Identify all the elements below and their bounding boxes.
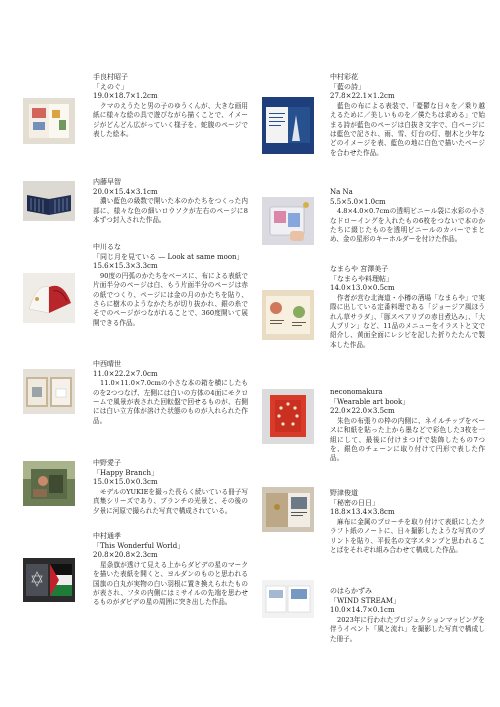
box-photo (23, 369, 75, 414)
work-title: 「Wearable art book」 (330, 397, 410, 406)
work-description: 2023年に行われたプロジェクションマッピングを伴うイベント「風と流れ」を撮影した写真で構成した冊子。 (330, 615, 485, 643)
work-dimensions: 20.0×15.4×3.1cm (93, 187, 158, 196)
work-description: 藍色の布による表装で、「憂鬱な日々を／乗り越えるために／美しいものを／僕たちは求める」で始まる詩が藍色のページは白抜き文字で、白ページには藍色で記され、雨、雪、灯台の灯、樹木と少年などのイメージを表、藍色の地に白色で描いたページを合わせた作品。 (330, 101, 485, 157)
work-description: 90度の円弧のかたちをベースに、布による表紙で片面半分のページは白、もう片面半分のページは赤の紙でつくり、ページには金の月のかたちを貼り、さらに樹木のようなかたちが切り抜かれ、銀の糸でそでのページがつながれることで、360度開いて展開できる作品。 (93, 271, 248, 327)
work-description: 濃い藍色の級数で開いた本のかたちをつくった内部に、様々な色の細いロウソクが左右のページに8本ずつ封入された作品。 (93, 197, 248, 224)
blue-book-photo (262, 97, 314, 154)
red-frame-photo (262, 389, 314, 444)
diary-photo (262, 487, 314, 532)
entry-nakagawa (93, 243, 248, 328)
entry-teramura (93, 73, 248, 139)
work-description: 麻布に金属のプローチを取り付けて表紙にしたクラフト紙のノートに、日々撮影したような写真のプリントを貼り、平仮名の文字スタンプと思われることばをそれぞれ組み合わせて構成した作品。 (330, 517, 485, 554)
artist-name: 中川るな (93, 243, 121, 251)
work-description: 11.0×11.0×7.0cmの小さな本の箱を横にしたものを2つつなげ、左側には白いの方体の4面にモクロームで風景が表された回転盤で回せるものが、右側には白い立方体が溶けた状態のものが入れられた作品。 (93, 379, 248, 425)
artist-name: neconomakura (330, 388, 383, 396)
artist-name: 野津俊道 (330, 489, 358, 497)
work-title: 「WIND STREAM」 (330, 596, 400, 605)
entry-nakanishi (93, 360, 248, 426)
work-title: 「なまらや料理帖」 (330, 274, 393, 283)
work-dimensions: 5.5×5.0×1.0cm (330, 197, 386, 206)
work-dimensions: 20.8×20.8×2.3cm (93, 551, 158, 560)
photo-book-photo (23, 461, 75, 506)
mini-book-photo (262, 197, 314, 245)
work-title: 「えのぐ」 (93, 82, 128, 91)
artist-name: 中野愛子 (93, 459, 121, 467)
wind-booklet-photo (262, 580, 314, 618)
work-dimensions: 11.0×22.2×7.0cm (93, 369, 158, 378)
work-description: モデルのYUKIEを撮った長らく続いている冊子写真集シリーズであり、ブランチの光景と、その後の夕景に河原で撮られた写真で構成されている。 (93, 487, 248, 515)
work-title: 「藍の詩」 (330, 82, 365, 91)
entry-neconomakura (330, 388, 485, 464)
work-dimensions: 15.0×15.0×0.3cm (93, 478, 158, 487)
artist-name: 手良村昭子 (93, 73, 128, 81)
entry-nakamura-michitaka (93, 532, 248, 608)
recipe-book-photo (262, 290, 314, 340)
entry-nohara (330, 587, 485, 644)
entry-naito (93, 178, 248, 225)
work-description: 作者が営む北海道・小樽の酒場「なまらや」で実際に出している定番料理である「ジョージア風ほうれん草サラダ」、「豚スペアリブの赤目煮込み」、「大人プリン」など、11品のメニューをイラストと文で紹介し、黄面全面にレシピを記した折りたたんで製本した作品。 (330, 293, 485, 349)
work-title: 「秘密の日日」 (330, 498, 379, 507)
work-title: 「This Wonderful World」 (93, 541, 185, 550)
work-dimensions: 18.8×13.4×3.8cm (330, 508, 395, 517)
work-dimensions: 19.0×18.7×1.2cm (93, 92, 158, 101)
artist-name: 中西晴世 (93, 360, 121, 368)
artist-name: なまらや 宮澤美子 (330, 265, 389, 273)
painted-book-photo (23, 98, 75, 144)
work-title: 「同じ月を見ている — Look at same moon」 (93, 252, 244, 261)
open-book-photo (23, 181, 75, 221)
flag-box-photo (23, 558, 75, 602)
work-dimensions: 14.0×13.0×0.5cm (330, 284, 395, 293)
entry-notsu (330, 489, 485, 555)
entry-nakano (93, 459, 248, 516)
work-title: 「Happy Branch」 (93, 468, 159, 477)
work-dimensions: 22.0×22.0×3.5cm (330, 407, 395, 416)
work-dimensions: 15.6×15.3×3.3cm (93, 262, 158, 271)
work-dimensions: 10.0×14.7×0.1cm (330, 606, 395, 615)
work-description: クマのえうたと男の子のゆうくんが、大きな画用紙に様々な絵の具で遊びながら描くことで、イメージがどんどん広がっていく様子を、蛇腹のページで表した絵本。 (93, 101, 248, 138)
work-description: 星条旗が透けて見える上からダビデの星のマークを描いた表紙を開くと、ヨルダンのものと思われる国旗の白丸が実物の白い羽根に置き換えられたものが表され、フタの内側にはミサイルの先端を思わせるものがダビデの星の周囲に突き出した作品。 (93, 560, 248, 607)
entry-namaraya (330, 265, 485, 350)
artist-name: 中村通孝 (93, 532, 121, 540)
entry-nakamura-ayaka (330, 73, 485, 158)
artist-name: 内藤早智 (93, 178, 121, 186)
work-dimensions: 27.8×22.1×1.2cm (330, 92, 395, 101)
artist-name: のはらかずみ (330, 587, 372, 595)
work-description: 朱色の布張りの枠の内側に、ネイルチップをベースに和紙を貼った上から墨などで彩色した3枚を一組にして、最後に付けまつげで装飾したもの7つを、銀色のチェーンに取り付けて円形で表した作品。 (330, 416, 485, 463)
artist-name: Na Na (330, 188, 353, 196)
red-white-book-photo (23, 273, 75, 323)
entry-nana (330, 188, 485, 245)
work-description: 4.8×4.0×0.7cmの透明ビニール袋に水彩の小さなドローイングを入れたもの6枚をつないで本のかたちに綴じたものを透明ビニールのカバーでまとめ、金の星形のキーホルダーを付けた作品。 (330, 207, 485, 244)
artist-name: 中村彩花 (330, 73, 358, 81)
